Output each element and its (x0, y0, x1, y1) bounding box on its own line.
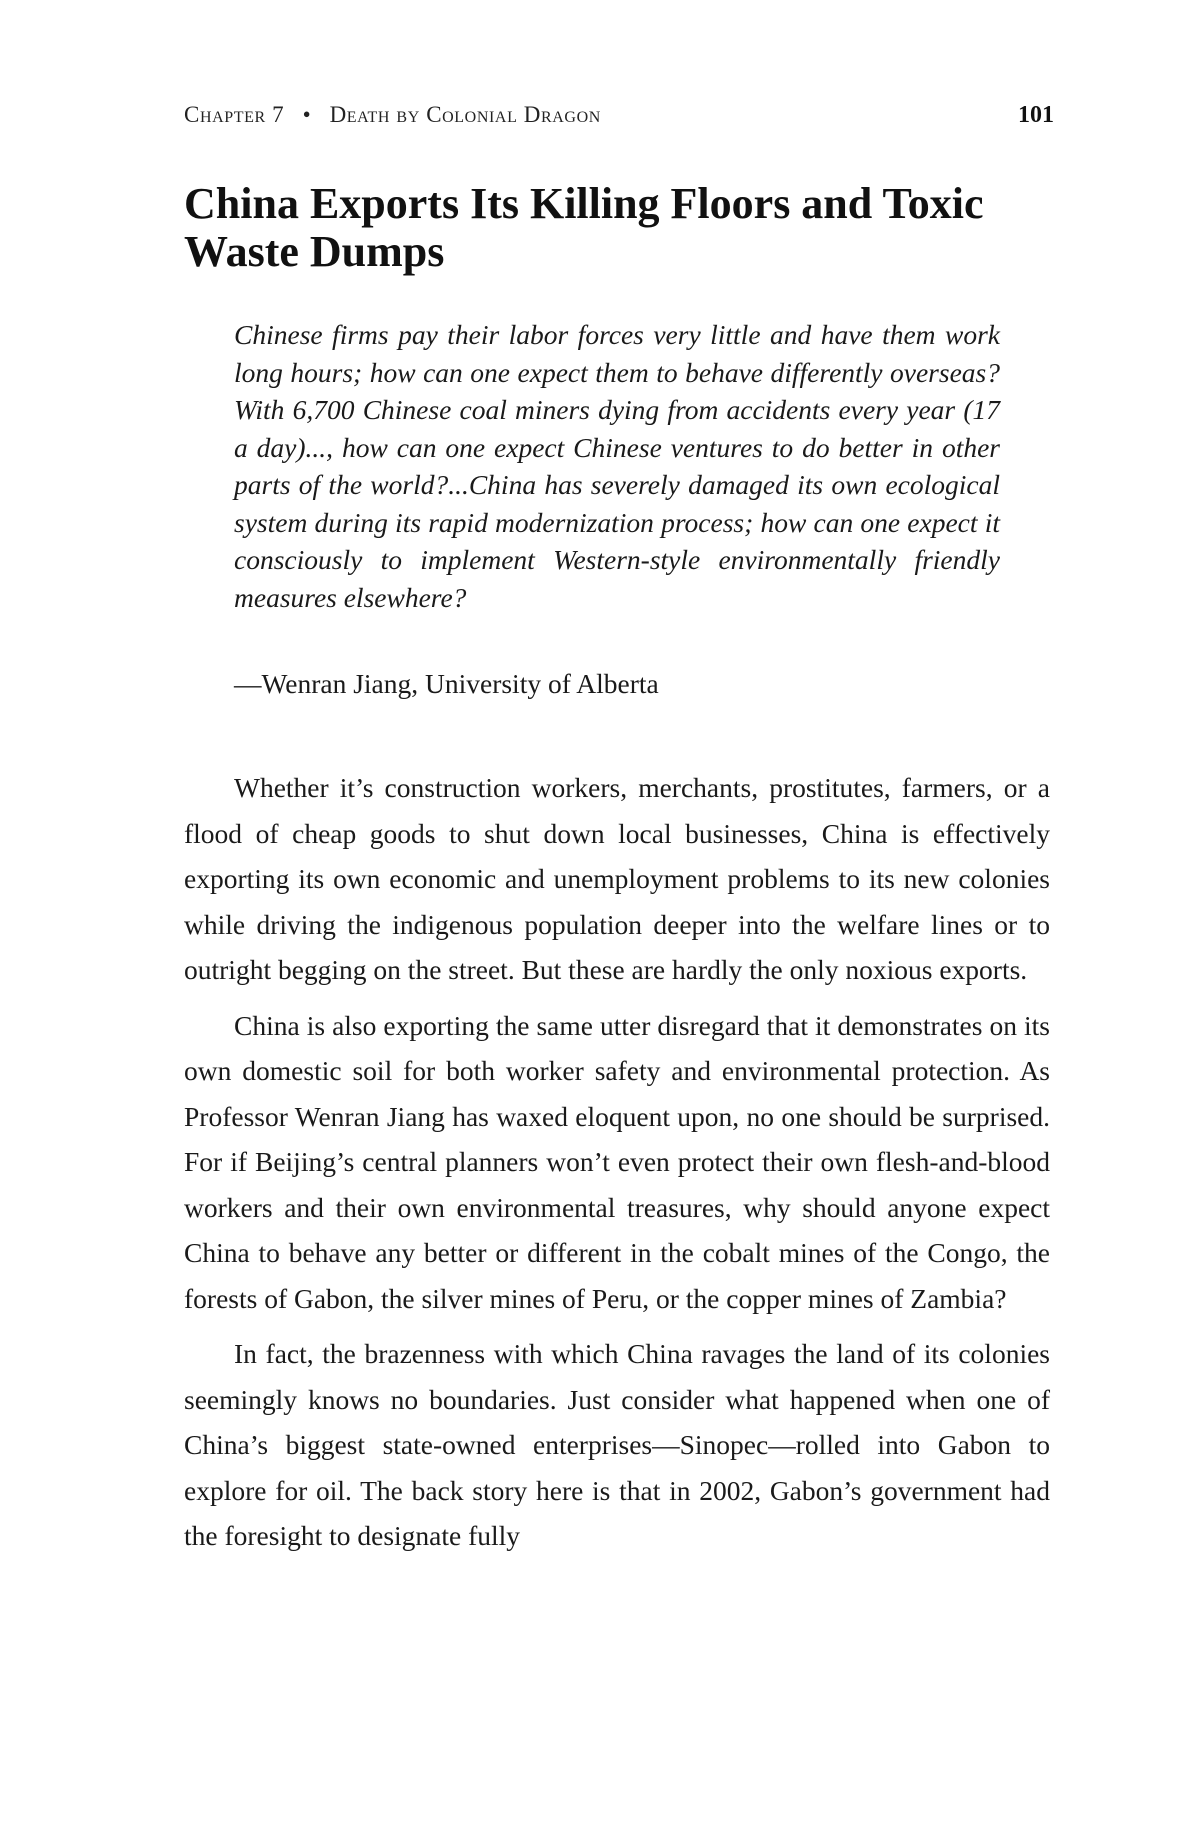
bullet-separator: • (302, 102, 312, 127)
epigraph-attribution: —Wenran Jiang, University of Alberta (234, 668, 659, 699)
chapter-title: Death by Colonial Dragon (329, 102, 601, 127)
chapter-label: Chapter 7 (184, 102, 285, 127)
running-head-left (184, 102, 601, 128)
running-head (184, 102, 1054, 132)
body-paragraph: China is also exporting the same utter disregard that it demonstrates on its own domestic soil for both worker safety and environmental protection. As Professor Wenran Jiang has waxed eloquent upon, no one should be surprised. For if Beijing’s central planners won’t even protect their own flesh-and-blood workers and their own environmental treasures, why should anyone expect China to behave any better or different in the cobalt mines of the Congo, the forests of Gabon, the silver mines of Peru, or the copper mines of Zambia? (184, 1009, 1050, 1314)
page-number: 101 (1018, 102, 1054, 128)
body-paragraph: In fact, the brazenness with which China ravages the land of its colonies seemingly knows no boundaries. Just consider what happened when one of China’s biggest state-owned enterprises—Sinopec—rolled into Gabon to explore for oil. The back story here is that in 2002, Gabon’s government had the foresight to designate fully (184, 1338, 1050, 1551)
body-text (184, 765, 1050, 1569)
section-title: China Exports Its Killing Floors and Toxic Waste Dumps (184, 179, 984, 276)
epigraph-quote: Chinese firms pay their labor forces very little and have them work long hours; how can one expect them to behave differently overseas? With 6,700 Chinese coal miners dying from accidents every year (17 a day)..., how can one expect Chinese ventures to do better in other parts of the world?...China has severely damaged its own ecological system during its rapid modernization process; how can one expect it consciously to implement Western-style environmentally friendly measures elsewhere? (234, 319, 1000, 613)
body-paragraph: Whether it’s construction workers, merchants, prostitutes, farmers, or a flood of cheap goods to shut down local businesses, China is effectively exporting its own economic and unemployment problems to its new colonies while driving the indigenous population deeper into the welfare lines or to outright begging on the street. But these are hardly the only noxious exports. (184, 772, 1050, 985)
